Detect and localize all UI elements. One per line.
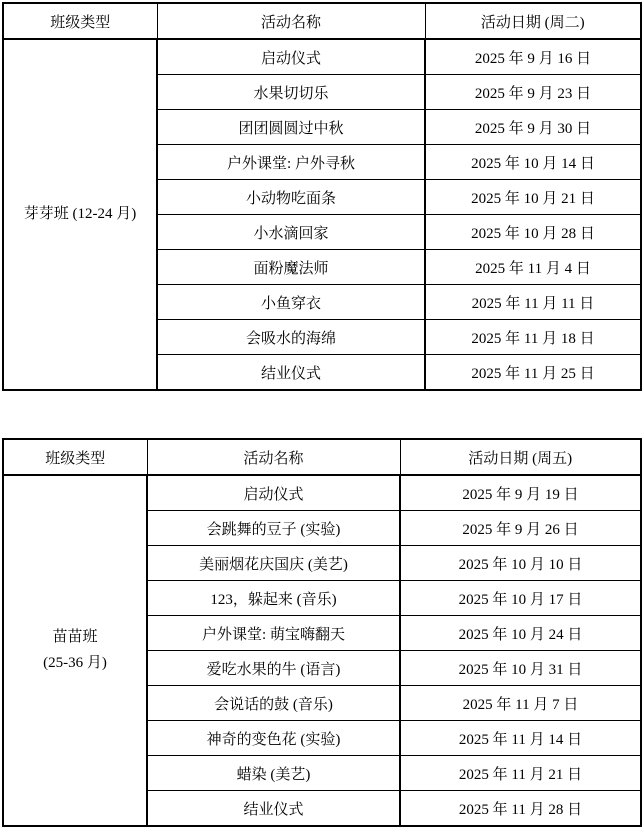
date-cell: 2025 年 9 月 16 日 bbox=[425, 39, 641, 75]
date-cell: 2025 年 11 月 25 日 bbox=[425, 355, 641, 391]
date-cell: 2025 年 11 月 18 日 bbox=[425, 320, 641, 355]
date-cell: 2025 年 9 月 19 日 bbox=[400, 475, 641, 511]
date-cell: 2025 年 11 月 28 日 bbox=[400, 791, 641, 827]
date-cell: 2025 年 10 月 17 日 bbox=[400, 581, 641, 616]
activity-cell: 小水滴回家 bbox=[157, 215, 425, 250]
activity-cell: 美丽烟花庆国庆 (美艺) bbox=[147, 546, 400, 581]
activity-cell: 会跳舞的豆子 (实验) bbox=[147, 511, 400, 546]
header-row bbox=[3, 439, 641, 475]
class-label-line: 苗苗班 bbox=[52, 629, 98, 645]
class-type-cell bbox=[3, 475, 147, 826]
activity-cell: 会说话的鼓 (音乐) bbox=[147, 686, 400, 721]
date-cell: 2025 年 11 月 14 日 bbox=[400, 721, 641, 756]
header-activity-date: 活动日期 (周五) bbox=[400, 439, 641, 475]
date-cell: 2025 年 10 月 24 日 bbox=[400, 616, 641, 651]
activity-cell: 小动物吃面条 bbox=[157, 180, 425, 215]
date-cell: 2025 年 10 月 10 日 bbox=[400, 546, 641, 581]
date-cell: 2025 年 11 月 7 日 bbox=[400, 686, 641, 721]
activity-cell: 户外课堂: 萌宝嗨翻天 bbox=[147, 616, 400, 651]
date-cell: 2025 年 9 月 30 日 bbox=[425, 110, 641, 145]
date-cell: 2025 年 10 月 31 日 bbox=[400, 651, 641, 686]
activity-cell: 会吸水的海绵 bbox=[157, 320, 425, 355]
class-type-cell bbox=[3, 39, 157, 390]
date-cell: 2025 年 11 月 4 日 bbox=[425, 250, 641, 285]
header-row bbox=[3, 3, 641, 39]
activity-cell: 结业仪式 bbox=[157, 355, 425, 391]
date-cell: 2025 年 10 月 28 日 bbox=[425, 215, 641, 250]
activity-cell: 神奇的变色花 (实验) bbox=[147, 721, 400, 756]
date-cell: 2025 年 11 月 11 日 bbox=[425, 285, 641, 320]
activity-cell: 蜡染 (美艺) bbox=[147, 756, 400, 791]
activity-cell: 123，躲起来 (音乐) bbox=[147, 581, 400, 616]
class-label-line: 芽芽班 (12-24 月) bbox=[23, 205, 137, 222]
activity-cell: 面粉魔法师 bbox=[157, 250, 425, 285]
date-cell: 2025 年 11 月 21 日 bbox=[400, 756, 641, 791]
class-label-line: (25-36 月) bbox=[43, 654, 107, 671]
date-cell: 2025 年 10 月 21 日 bbox=[425, 180, 641, 215]
date-cell: 2025 年 9 月 26 日 bbox=[400, 511, 641, 546]
header-class-type: 班级类型 bbox=[3, 3, 157, 39]
table-row bbox=[3, 39, 641, 75]
activity-cell: 水果切切乐 bbox=[157, 75, 425, 110]
activity-cell: 户外课堂: 户外寻秋 bbox=[157, 145, 425, 180]
header-activity-name: 活动名称 bbox=[147, 439, 400, 475]
date-cell: 2025 年 10 月 14 日 bbox=[425, 145, 641, 180]
header-activity-date: 活动日期 (周二) bbox=[425, 3, 641, 39]
schedule-table-miaomiaoban bbox=[2, 438, 642, 827]
activity-cell: 结业仪式 bbox=[147, 791, 400, 827]
header-activity-name: 活动名称 bbox=[157, 3, 425, 39]
schedule-table-yayaban bbox=[2, 2, 642, 391]
activity-cell: 启动仪式 bbox=[147, 475, 400, 511]
activity-cell: 团团圆圆过中秋 bbox=[157, 110, 425, 145]
header-class-type: 班级类型 bbox=[3, 439, 147, 475]
table-row bbox=[3, 475, 641, 511]
activity-cell: 小鱼穿衣 bbox=[157, 285, 425, 320]
activity-cell: 爱吃水果的牛 (语言) bbox=[147, 651, 400, 686]
activity-cell: 启动仪式 bbox=[157, 39, 425, 75]
date-cell: 2025 年 9 月 23 日 bbox=[425, 75, 641, 110]
